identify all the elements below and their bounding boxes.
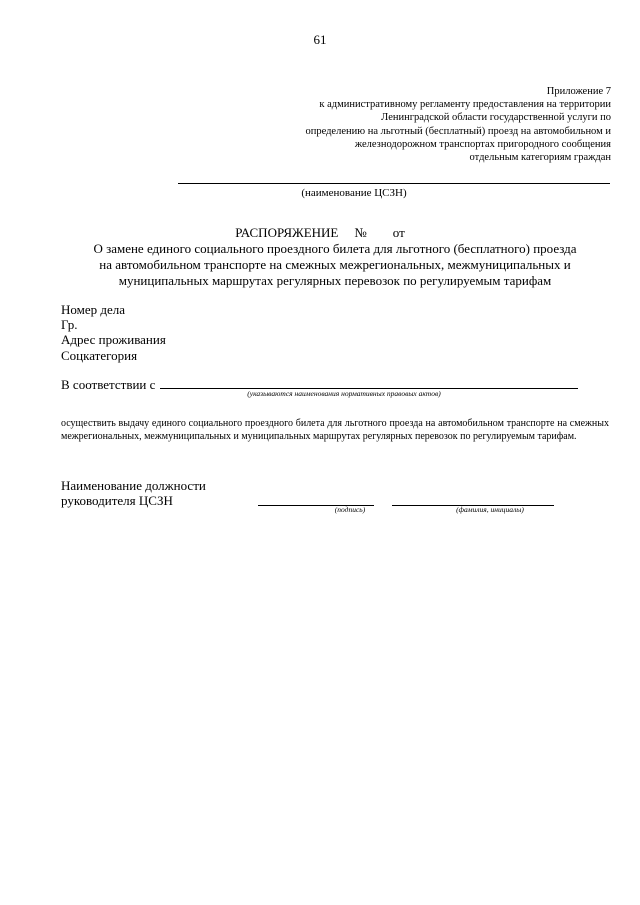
subject-line: на автомобильном транспорте на смежных межрегиональных, межмуниципальных и <box>99 257 571 272</box>
order-date-label: от <box>392 225 405 240</box>
signature-caption: (подпись) <box>334 505 366 514</box>
basis-label: В соответствии с <box>61 377 156 392</box>
appendix-block <box>271 85 611 164</box>
subject-line: муниципальных маршрутах регулярных перевозок по регулируемым тарифам <box>118 273 552 288</box>
category-label: Соцкатегория <box>61 347 138 363</box>
order-number-label: № <box>354 225 367 240</box>
address-label: Адрес проживания <box>61 332 166 348</box>
head-position <box>61 478 206 508</box>
appendix-line: определению на льготный (бесплатный) проезд на автомобильном и <box>305 125 611 137</box>
org-name-line <box>178 183 610 184</box>
appendix-line: Ленинградской области государственной услуги по <box>381 112 611 124</box>
page-number: 61 <box>313 32 327 47</box>
appendix-line: отдельным категориям граждан <box>469 152 611 164</box>
case-number-label: Номер дела <box>61 302 126 317</box>
order-subject <box>60 241 610 289</box>
order-title-text: РАСПОРЯЖЕНИЕ <box>235 225 339 240</box>
basis-caption: (указываются наименования нормативных правовых актов) <box>247 389 441 398</box>
case-fields <box>61 302 166 363</box>
appendix-line: Приложение 7 <box>546 86 611 97</box>
subject-line: О замене единого социального проездного билета для льготного (бесплатного) проезда <box>93 241 577 256</box>
position-line-2: руководителя ЦСЗН <box>61 493 173 509</box>
name-caption: (фамилия, инициалы) <box>456 505 524 514</box>
appendix-line: к административному регламенту предоставления на территории <box>319 99 611 111</box>
org-name-caption: (наименование ЦСЗН) <box>301 187 407 199</box>
citizen-label: Гр. <box>61 317 78 333</box>
order-title <box>0 225 640 241</box>
appendix-line: железнодорожном транспортах пригородного сообщения <box>354 138 611 150</box>
order-body-text: осуществить выдачу единого социального проездного билета для льготного проезда на автомобильном транспорте на смежных межрегиональных, межмуниципальных и муниципальных маршрутах регулярных перевозок по регулируемым тарифам. <box>61 418 609 442</box>
position-line-1: Наименование должности <box>61 478 206 493</box>
